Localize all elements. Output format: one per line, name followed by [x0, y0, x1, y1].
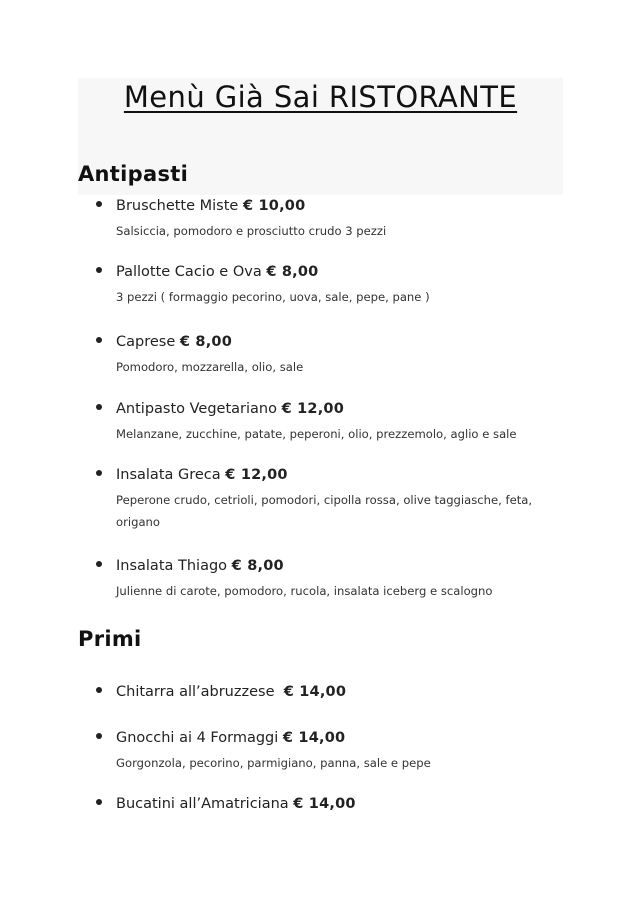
bullet-icon — [96, 799, 102, 805]
item-name: Bruschette Miste — [116, 198, 239, 214]
menu-item-header — [96, 332, 556, 352]
item-name: Antipasto Vegetariano — [116, 401, 277, 417]
bullet-icon — [96, 404, 102, 410]
item-price: € 14,00 — [283, 684, 347, 700]
item-name: Chitarra all’abruzzese — [116, 684, 280, 700]
item-description: 3 pezzi ( formaggio pecorino, uova, sale, pepe, pane ) — [116, 290, 430, 304]
bullet-icon — [96, 201, 102, 207]
item-price: € 8,00 — [266, 264, 319, 280]
item-description: Peperone crudo, cetrioli, pomodori, cipolla rossa, olive taggiasche, feta, origano — [116, 493, 533, 529]
item-price: € 14,00 — [293, 796, 356, 812]
item-name: Bucatini all’Amatriciana — [116, 796, 289, 812]
item-description: Julienne di carote, pomodoro, rucola, insalata iceberg e scalogno — [116, 584, 493, 598]
menu-item — [96, 262, 556, 308]
menu-item — [96, 556, 556, 602]
menu-item — [96, 399, 556, 445]
menu-item-header — [96, 262, 556, 282]
bullet-icon — [96, 561, 102, 567]
menu-item-header — [96, 682, 556, 702]
menu-item-header — [96, 794, 556, 814]
page-title: Menù Già Sai RISTORANTE — [123, 80, 518, 114]
item-name: Gnocchi ai 4 Formaggi — [116, 730, 279, 746]
menu-item — [96, 728, 556, 774]
menu-item — [96, 682, 556, 702]
menu-item — [96, 465, 556, 533]
item-price: € 12,00 — [281, 401, 344, 417]
section-title-primi: Primi — [78, 627, 142, 651]
item-price: € 12,00 — [225, 467, 288, 483]
item-description: Melanzane, zucchine, patate, peperoni, olio, prezzemolo, aglio e sale — [116, 427, 517, 441]
menu-item-header — [96, 465, 556, 485]
item-price: € 8,00 — [231, 558, 284, 574]
bullet-icon — [96, 687, 102, 693]
item-price: € 14,00 — [282, 730, 346, 746]
bullet-icon — [96, 733, 102, 739]
item-description: Pomodoro, mozzarella, olio, sale — [116, 360, 304, 374]
menu-item — [96, 794, 556, 814]
bullet-icon — [96, 470, 102, 476]
item-name: Insalata Thiago — [116, 558, 228, 574]
menu-item-header — [96, 556, 556, 576]
item-name: Pallotte Cacio e Ova — [116, 264, 262, 280]
item-price: € 8,00 — [179, 334, 232, 350]
bullet-icon — [96, 267, 102, 273]
menu-item-header — [96, 728, 556, 748]
item-price: € 10,00 — [242, 198, 306, 214]
menu-item-header — [96, 196, 556, 216]
item-description: Gorgonzola, pecorino, parmigiano, panna, sale e pepe — [116, 756, 431, 770]
menu-item-header — [96, 399, 556, 419]
item-description: Salsiccia, pomodoro e prosciutto crudo 3 pezzi — [116, 224, 387, 238]
menu-item — [96, 196, 556, 242]
menu-item — [96, 332, 556, 378]
item-name: Insalata Greca — [116, 467, 221, 483]
section-title-antipasti: Antipasti — [78, 162, 189, 186]
item-name: Caprese — [116, 334, 176, 350]
bullet-icon — [96, 337, 102, 343]
